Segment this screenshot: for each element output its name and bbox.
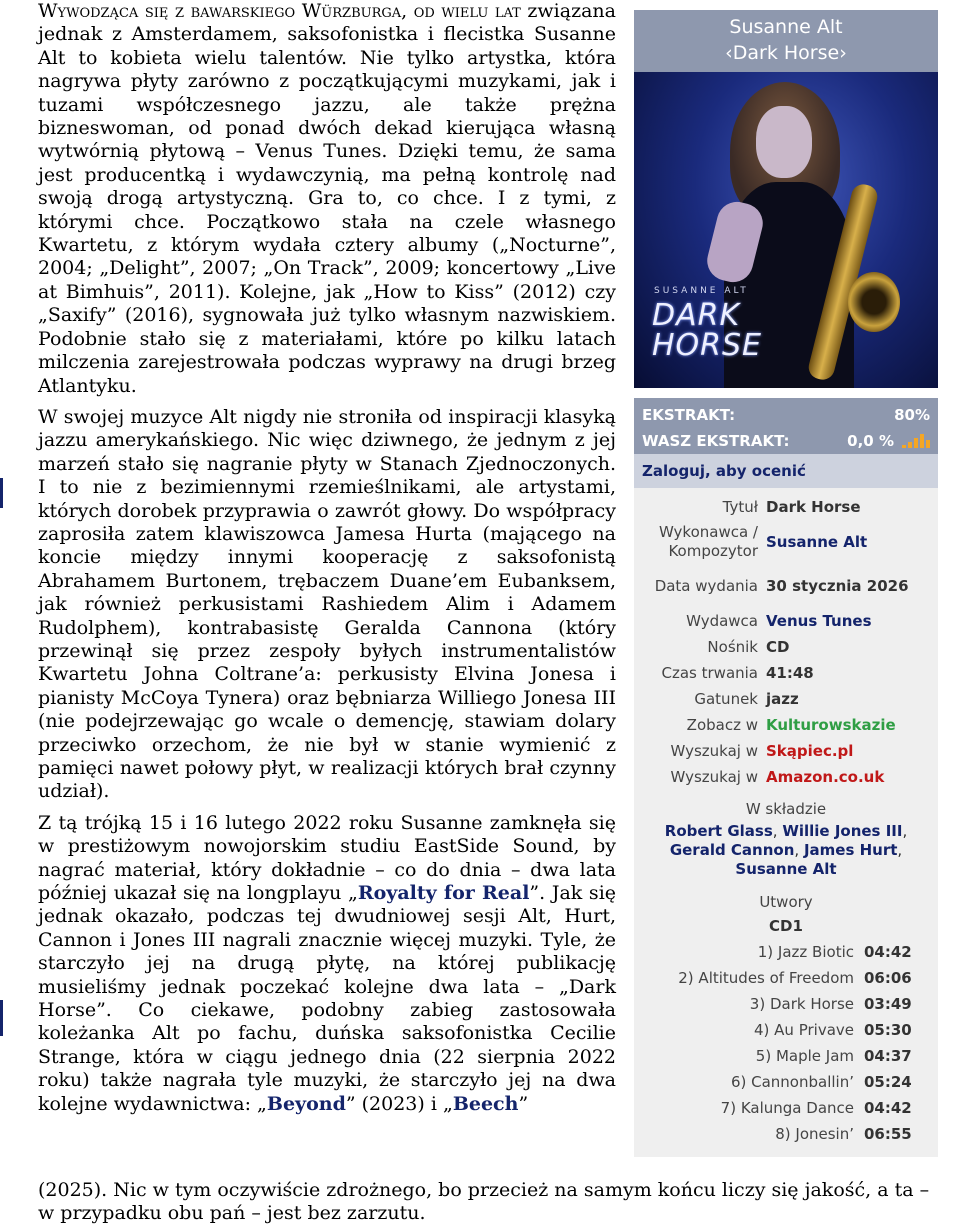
track-row: 3) Dark Horse 03:49 <box>749 995 912 1013</box>
track-row: 1) Jazz Biotic 04:42 <box>757 943 912 961</box>
amazon-link[interactable]: Amazon.co.uk <box>766 767 885 786</box>
member-link[interactable]: Robert Glass <box>664 822 773 840</box>
track-row: 7) Kalunga Dance 04:42 <box>720 1099 912 1117</box>
info-release-date: 30 stycznia 2026 <box>766 576 909 595</box>
your-extract-label: WASZ EKSTRAKT: <box>642 432 790 450</box>
skapiec-link[interactable]: Skąpiec.pl <box>766 741 854 760</box>
extract-label: EKSTRAKT: <box>642 406 736 424</box>
link-beech[interactable]: Beech <box>452 1092 519 1115</box>
article-paragraph-3: Z tą trójką 15 i 16 lutego 2022 roku Susanne zamknęła się w prestiżowym nowojorskim studiu EastSide Sound, by nagrać materiał, który dokładnie – co do dnia – dwa lata później ukazał się na longplayu „Royalty for Real”. Jak się jednak okazało, podczas tej dwudniowej sesji Alt, Hurt, Cannon i Jones III nagrali znacznie więcej muzyki. Tyle, że starczyło jej na drugą płytę, na której publikację musieliśmy jednak poczekać kolejne dwa lata – „Dark Horse”. Co ciekawe, podobny zabieg zastosowała koleżanka Alt po fachu, duńska saksofonistka Cecilie Strange, która w ciągu jednego dnia (22 sierpnia 2022 roku) także nagrała tyle muzyki, że starczyło jej na dwa kolejne wydawnictwa: „Beyond” (2023) i „Beech” <box>38 811 617 1115</box>
info-title: Dark Horse <box>766 497 861 516</box>
cover-title-line2: HORSE <box>652 328 763 363</box>
login-to-rate-link[interactable]: Zaloguj, aby ocenić <box>634 454 938 488</box>
track-row: 8) Jonesin’ 06:55 <box>775 1125 912 1143</box>
tracks-heading: Utwory <box>759 893 813 911</box>
member-link[interactable]: Gerald Cannon <box>669 841 795 859</box>
track-row: 4) Au Privave 05:30 <box>754 1021 912 1039</box>
margin-marker <box>0 1000 3 1036</box>
info-duration: 41:48 <box>766 663 814 682</box>
link-royalty-for-real[interactable]: Royalty for Real <box>357 882 530 905</box>
your-extract-value: 0,0 % <box>847 432 894 450</box>
artist-name: Susanne Alt <box>729 16 843 38</box>
album-sidebar <box>634 10 938 1157</box>
album-info: Tytuł Dark Horse Wykonawca / Kompozytor Susanne Alt Data wydania 30 stycznia 2026 Wydawca Venus Tunes Nośnik CD Czas trwania 41:48 Gatunek jazz Zobacz w Kulturowskazie Wyszukaj w Skąpiec.pl Wyszukaj w Amazon.co.uk W składzie Robert Glass, Willie Jones III, Gerald Cannon, James Hurt, Susanne Alt Utwory CD1 1) Jazz Biotic 04:42 2) Altitudes of Freedom 06:06 3) Dark Horse 03:49 4) Au Privave 05:30 5) Maple Jam 04:37 6) Cannonballin’ 05:24 7) Kalunga Dance 04:42 8) Jonesin’ 06:55 <box>634 488 938 1157</box>
cover-artist-text: SUSANNE ALT <box>654 286 749 296</box>
article-paragraph-2: W swojej muzyce Alt nigdy nie stroniła od inspiracji klasyką jazzu amerykańskiego. Nic więc dziwnego, że jednym z jej marzeń stało się nagranie płyty w Stanach Zjednoczonych. I to nie z bezimiennymi rzemieślnikami, ale artystami, których dorobek przyprawia o zawrót głowy. Do współpracy zaprosiła zatem klawiszowca Jamesa Hurta (mającego na koncie między innymi kooperację z saksofonistą Abrahamem Burtonem, trębaczem Duane’em Eubanksem, jak również perkusistami Rashiedem Alim i Adamem Rudolphem), kontrabasistę Geralda Cannona (który przewinął się przez zespoły byłych instrumentalistów Kwartetu Johna Coltrane’a: perkusisty Elvina Jonesa i pianisty McCoya Tynera) oraz bębniarza Williego Jonesa III (nie podejrzewając go wcale o demencję, stawiam dolary przeciwko orzechom, że nie był w stanie wymienić z pamięci nawet połowy płyt, w realizacji których brał czynny udział). <box>38 405 616 803</box>
rating-bars-icon[interactable] <box>902 434 930 448</box>
track-row: 2) Altitudes of Freedom 06:06 <box>678 969 912 987</box>
article-body <box>38 0 616 1116</box>
track-row: 5) Maple Jam 04:37 <box>755 1047 912 1065</box>
cover-face <box>756 106 812 178</box>
member-link[interactable]: Susanne Alt <box>735 860 837 878</box>
link-beyond[interactable]: Beyond <box>266 1092 346 1115</box>
disc-label: CD1 <box>769 917 803 935</box>
info-label-link[interactable]: Venus Tunes <box>766 611 872 630</box>
margin-marker <box>0 478 3 508</box>
saxophone-bell <box>848 272 900 332</box>
rating-box <box>634 398 938 454</box>
extract-row <box>642 402 930 428</box>
album-name: ‹Dark Horse› <box>725 42 847 64</box>
cover-title-line1: DARK <box>652 298 741 333</box>
lineup-heading: W składzie <box>745 800 827 818</box>
your-extract-row <box>642 428 930 454</box>
info-genre: jazz <box>766 689 799 708</box>
lineup-list: Robert Glass, Willie Jones III, Gerald Cannon, James Hurt, Susanne Alt <box>664 822 908 878</box>
info-artist-link[interactable]: Susanne Alt <box>766 532 868 551</box>
article-paragraph-1: Wywodząca się z bawarskiego Würzburga, od wielu lat związana jednak z Amsterdamem, saksofonistka i flecistka Susanne Alt to kobieta wielu talentów. Nie tylko artystka, która nagrywa płyty zarówno z początkującymi muzykami, jak i tuzami współczesnego jazzu, ale także prężna bizneswoman, od ponad dwóch dekad kierująca własną wytwórnią płytową – Venus Tunes. Dzięki temu, że sama jest producentką i wydawczynią, ma pełną kontrolę nad swoją drogą artystyczną. Gra to, co chce. I z tymi, z którymi chce. Początkowo stała na czele własnego Kwartetu, z którym wydała cztery albumy („Nocturne”, 2004; „Delight”, 2007; „On Track”, 2009; koncertowy „Live at Bimhuis”, 2011). Kolejne, jak „How to Kiss” (2012) czy „Saxify” (2016), sygnowała już tylko własnym nazwiskiem. Podobnie stało się z materiałami, które po kilku latach milczenia zarejestrowała podczas wyprawy na drugi brzeg Atlantyku. <box>38 0 616 397</box>
info-medium: CD <box>766 637 790 656</box>
extract-value: 80% <box>894 406 930 424</box>
member-link[interactable]: James Hurt <box>803 841 898 859</box>
album-cover[interactable] <box>634 72 938 388</box>
article-paragraph-3-tail: (2025). Nic w tym oczywiście zdrożnego, bo przecież na samym końcu liczy się jakość, a ta – w przypadku obu pań – jest bez zarzutu. <box>38 1179 930 1225</box>
track-row: 6) Cannonballin’ 05:24 <box>730 1073 912 1091</box>
member-link[interactable]: Willie Jones III <box>782 822 903 840</box>
kulturowskaz-link[interactable]: Kulturowskazie <box>766 715 896 734</box>
album-title-box <box>634 10 938 72</box>
